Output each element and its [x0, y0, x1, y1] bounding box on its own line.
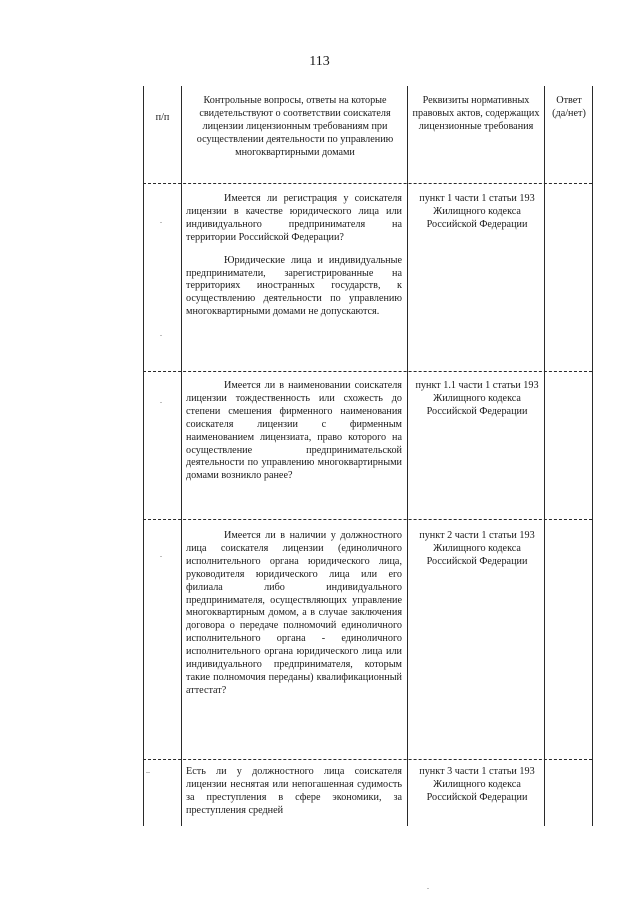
row-divider-2 — [143, 519, 592, 520]
scan-speck: . — [160, 396, 162, 405]
row-3-question — [186, 530, 402, 698]
row-1-paragraph-2: Юридические лица и индивидуальные предприниматели, зарегистрированные на территориях иностранных государств, к осуществлению деятельности по управлению многоквартирными домами не допускаются. — [186, 254, 402, 318]
table-border-right — [592, 86, 593, 826]
header-questions-cell: Контрольные вопросы, ответы на которые свидетельствуют о соответствии соискателя лицензии лицензионным требованиям при осуществлении деятельности по управлению многоквартирными домами — [196, 95, 394, 158]
row-2-paragraph-1: Имеется ли в наименовании соискателя лицензии тождественность или схожесть до степени смешения фирменного наименования соискателя лицензии с фирменным наименованием лицензиата, право которого на осуществление предпринимательской деятельности по управлению многоквартирными домами возникло ранее? — [186, 380, 402, 482]
scan-speck: . — [427, 882, 429, 891]
scan-speck: . — [160, 550, 162, 559]
table-border-left — [143, 86, 144, 826]
row-1-paragraph-1: Имеется ли регистрация у соискателя лицензии в качестве юридического лица или индивидуального предпринимателя на территории Российской Федерации? — [186, 193, 402, 243]
row-3-paragraph-1: Имеется ли в наличии у должностного лица соискателя лицензии (единоличного исполнительного органа юридического лица, руководителя юридического лица или его филиала либо индивидуального предпринимателя, осуществляющих управление многоквартирным домом, а в случае заключения договора о передаче полномочий единоличного исполнительного органа - единоличного исполнительного органа юридического лица или индивидуального предпринимателя, которым такие полномочия переданы) квалификационный аттестат? — [186, 530, 402, 696]
row-1-question — [186, 193, 402, 319]
row-4-reference: пункт 3 части 1 статьи 193 Жилищного кодекса Российской Федерации — [419, 766, 535, 803]
row-2-reference: пункт 1.1 части 1 статьи 193 Жилищного кодекса Российской Федерации — [415, 380, 539, 417]
column-divider-3 — [544, 86, 545, 826]
row-3-reference: пункт 2 части 1 статьи 193 Жилищного кодекса Российской Федерации — [419, 530, 535, 567]
header-divider — [143, 183, 592, 184]
scan-speck: .. — [146, 766, 150, 775]
row-divider-3 — [143, 759, 592, 760]
row-4-question — [186, 766, 402, 818]
page-number: 113 — [309, 54, 330, 69]
column-divider-1 — [181, 86, 182, 826]
scan-speck: . — [160, 216, 162, 225]
header-requisites-cell: Реквизиты нормативных правовых актов, содержащих лицензионные требования — [412, 95, 540, 132]
scan-speck: . — [160, 329, 162, 338]
header-num-cell: п/п — [155, 112, 170, 123]
row-1-reference: пункт 1 части 1 статьи 193 Жилищного кодекса Российской Федерации — [419, 193, 535, 230]
header-answer-cell: Ответ (да/нет) — [552, 95, 586, 119]
row-2-question — [186, 380, 402, 483]
row-divider-1 — [143, 371, 592, 372]
row-4-paragraph-1: Есть ли у должностного лица соискателя лицензии неснятая или непогашенная судимость за преступления в сфере экономики, за преступления средней — [186, 766, 402, 816]
column-divider-2 — [407, 86, 408, 826]
